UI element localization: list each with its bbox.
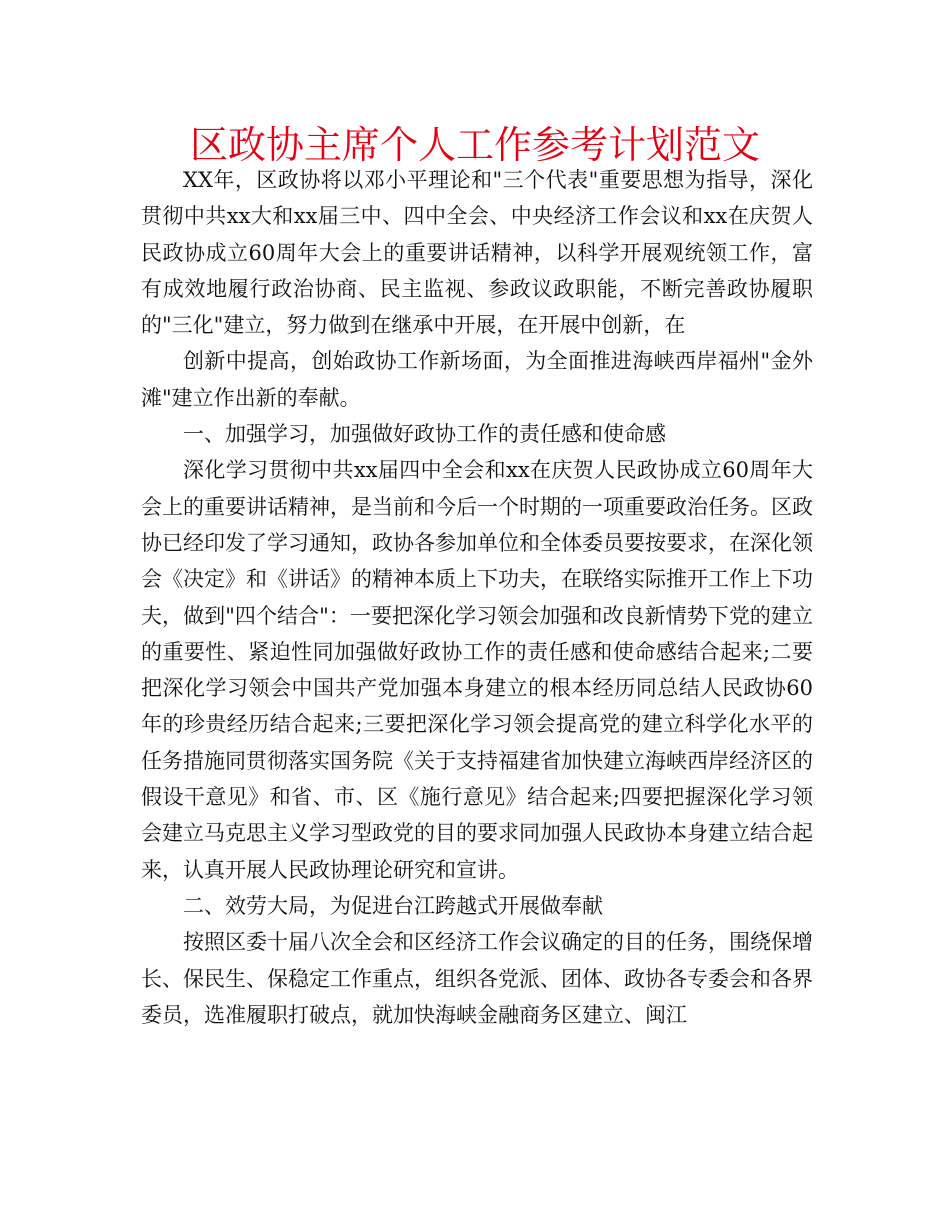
paragraph-intro-continued: 创新中提高，创始政协工作新场面，为全面推进海峡西岸福州"金外滩"建立作出新的奉献。 — [141, 349, 813, 410]
paragraph-section-2: 按照区委十届八次全会和区经济工作会议确定的目的任务，围绕保增长、保民生、保稳定工作重点，组织各党派、团体、政协各专委会和各界委员，选准履职打破点，就加快海峡金融商务区建立、闽江 — [141, 930, 813, 1027]
paragraph-section-1: 深化学习贯彻中共xx届四中全会和xx在庆贺人民政协成立60周年大会上的重要讲话精神，是当前和今后一个时期的一项重要政治任务。区政协已经印发了学习通知，政协各参加单位和全体委员要按要求，在深化领会《决定》和《讲话》的精神本质上下功夫，在联络实际推开工作上下功夫，做到"四个结合"：一要把深化学习领会加强和改良新情势下党的建立的重要性、紧迫性同加强做好政协工作的责任感和使命感结合起来;二要把深化学习领会中国共产党加强本身建立的根本经历同总结人民政协60年的珍贵经历结合起来;三要把深化学习领会提高党的建立科学化水平的任务措施同贯彻落实国务院《关于支持福建省加快建立海峡西岸经济区的假设干意见》和省、市、区《施行意见》结合起来;四要把握深化学习领会建立马克思主义学习型政党的目的要求同加强人民政协本身建立结合起来，认真开展人民政协理论研究和宣讲。 — [141, 458, 813, 882]
document-body — [141, 162, 813, 1033]
section-heading-2: 二、效劳大局，为促进台江跨越式开展做奉献 — [183, 893, 603, 918]
section-heading-1: 一、加强学习，加强做好政协工作的责任感和使命感 — [183, 422, 666, 447]
document-title: 区政协主席个人工作参考计划范文 — [189, 123, 760, 167]
paragraph-intro: XX年，区政协将以邓小平理论和"三个代表"重要思想为指导，深化贯彻中共xx大和xx届三中、四中全会、中央经济工作会议和xx在庆贺人民政协成立60周年大会上的重要讲话精神，以科学开展观统领工作，富有成效地履行政治协商、民主监视、参政议政职能，不断完善政协履职的"三化"建立，努力做到在继承中开展，在开展中创新，在 — [141, 168, 813, 338]
